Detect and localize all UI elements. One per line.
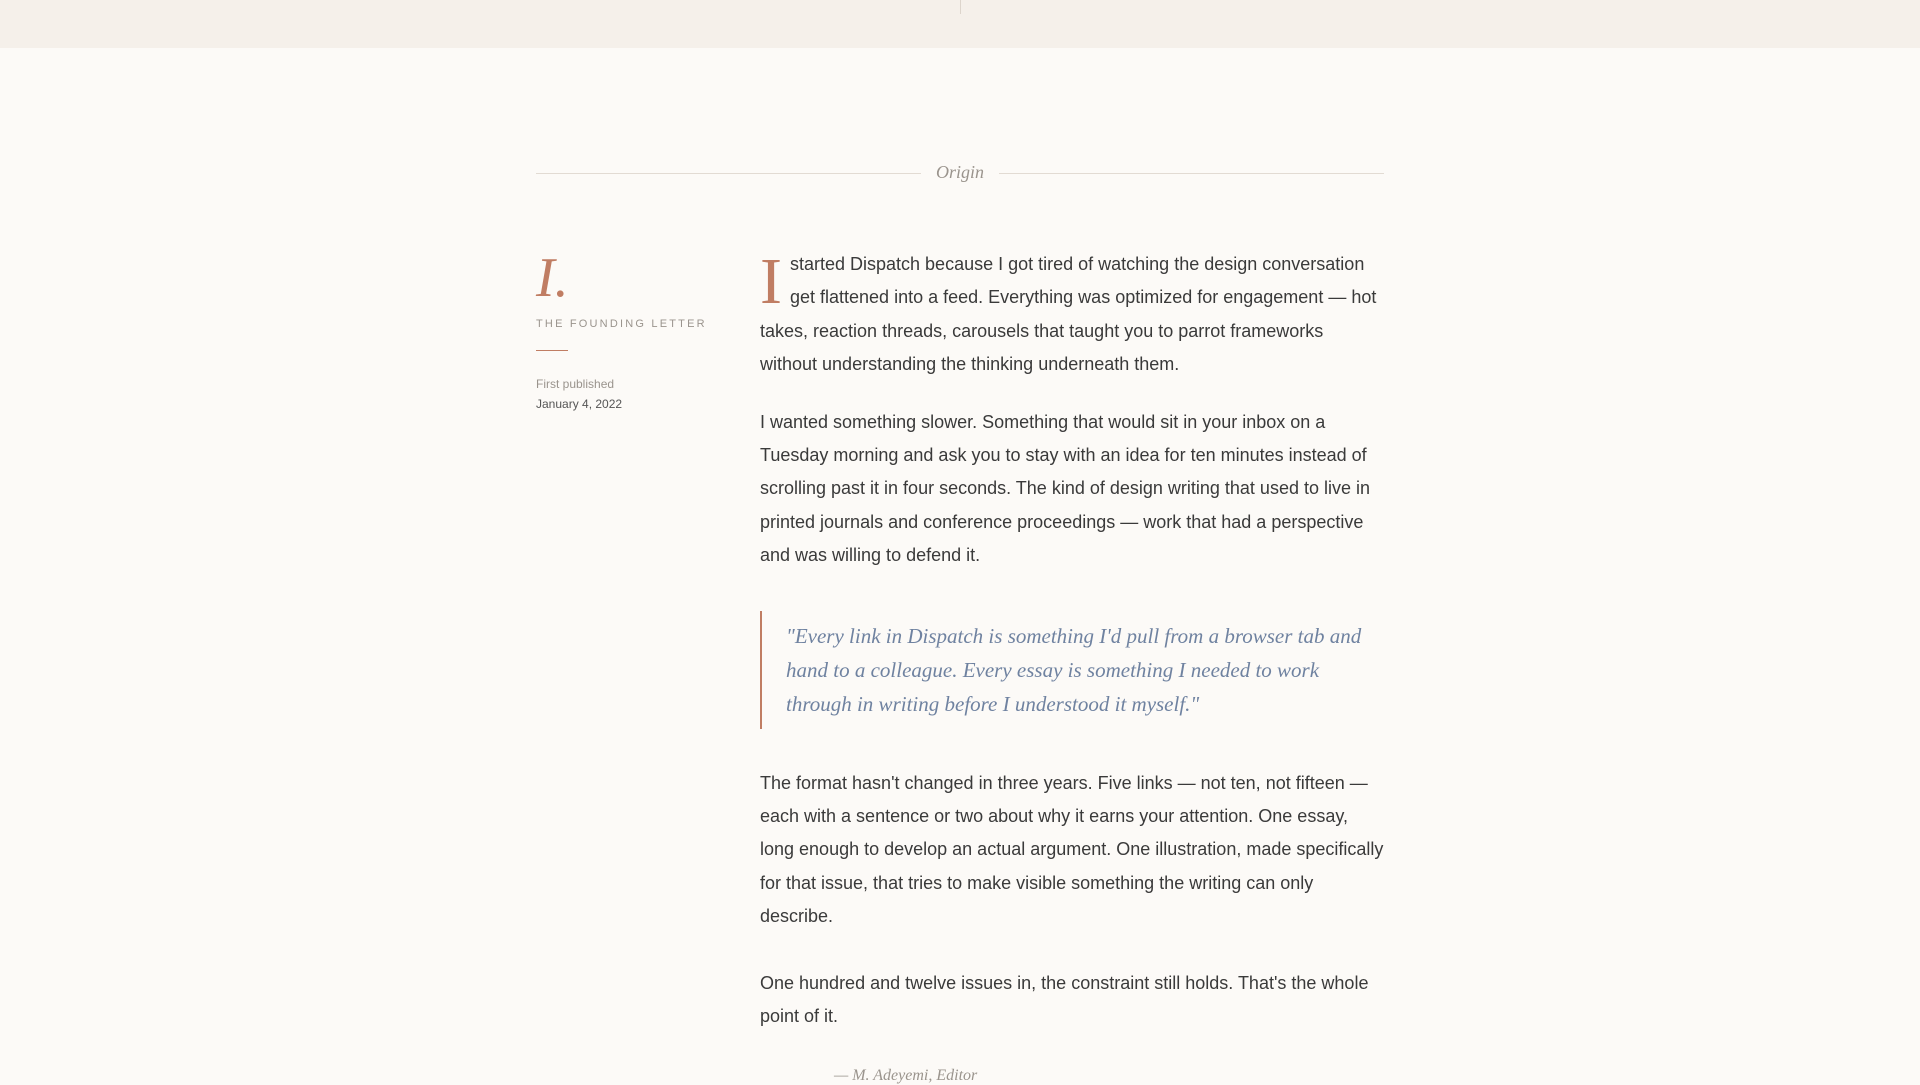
top-bar-divider — [960, 0, 961, 14]
published-date: January 4, 2022 — [536, 397, 623, 411]
paragraph-2: I wanted something slower. Something that would sit in your inbox on a Tuesday morning and ask you to stay with an idea for ten minutes instead of scrolling past it in four seconds. The kind of design writing that used to live in printed journals and conference proceedings — work that had a perspective and was willing to defend it. — [760, 411, 1370, 566]
section-rule-right — [999, 173, 1384, 174]
letter-kicker: THE FOUNDING LETTER — [536, 318, 707, 330]
section-header — [536, 160, 1384, 188]
letter-body — [760, 245, 1384, 1034]
top-bar — [0, 0, 1920, 48]
letter-sidebar — [536, 246, 736, 411]
paragraph-4: One hundred and twelve issues in, the constraint still holds. That's the whole point of it. — [760, 972, 1369, 1027]
published-label: First published — [536, 377, 615, 391]
paragraph-3: The format hasn't changed in three years. Five links — not ten, not fifteen — each with a sentence or two about why it earns your attention. One essay, long enough to develop an actual argument. One illustration, made specifically for that issue, that tries to make visible something the writing can only describe. — [760, 772, 1384, 927]
pull-quote: "Every link in Dispatch is something I'd pull from a browser tab and hand to a colleague. Every essay is something I needed to work through in writing before I understood it myself." — [760, 611, 1384, 729]
drop-cap: I — [760, 245, 782, 318]
paragraph-1-text: started Dispatch because I got tired of watching the design conversation get flattened into a feed. Everything was optimized for engagement — hot takes, reaction threads, carousels that taught you to parrot frameworks without understanding the thinking underneath them. — [760, 254, 1377, 375]
signoff: — M. Adeyemi, Editor — [834, 1067, 978, 1084]
paragraph-1 — [760, 245, 1384, 382]
letter-numeral: I. — [536, 247, 569, 309]
accent-divider — [536, 350, 568, 351]
section-title: Origin — [935, 162, 984, 182]
